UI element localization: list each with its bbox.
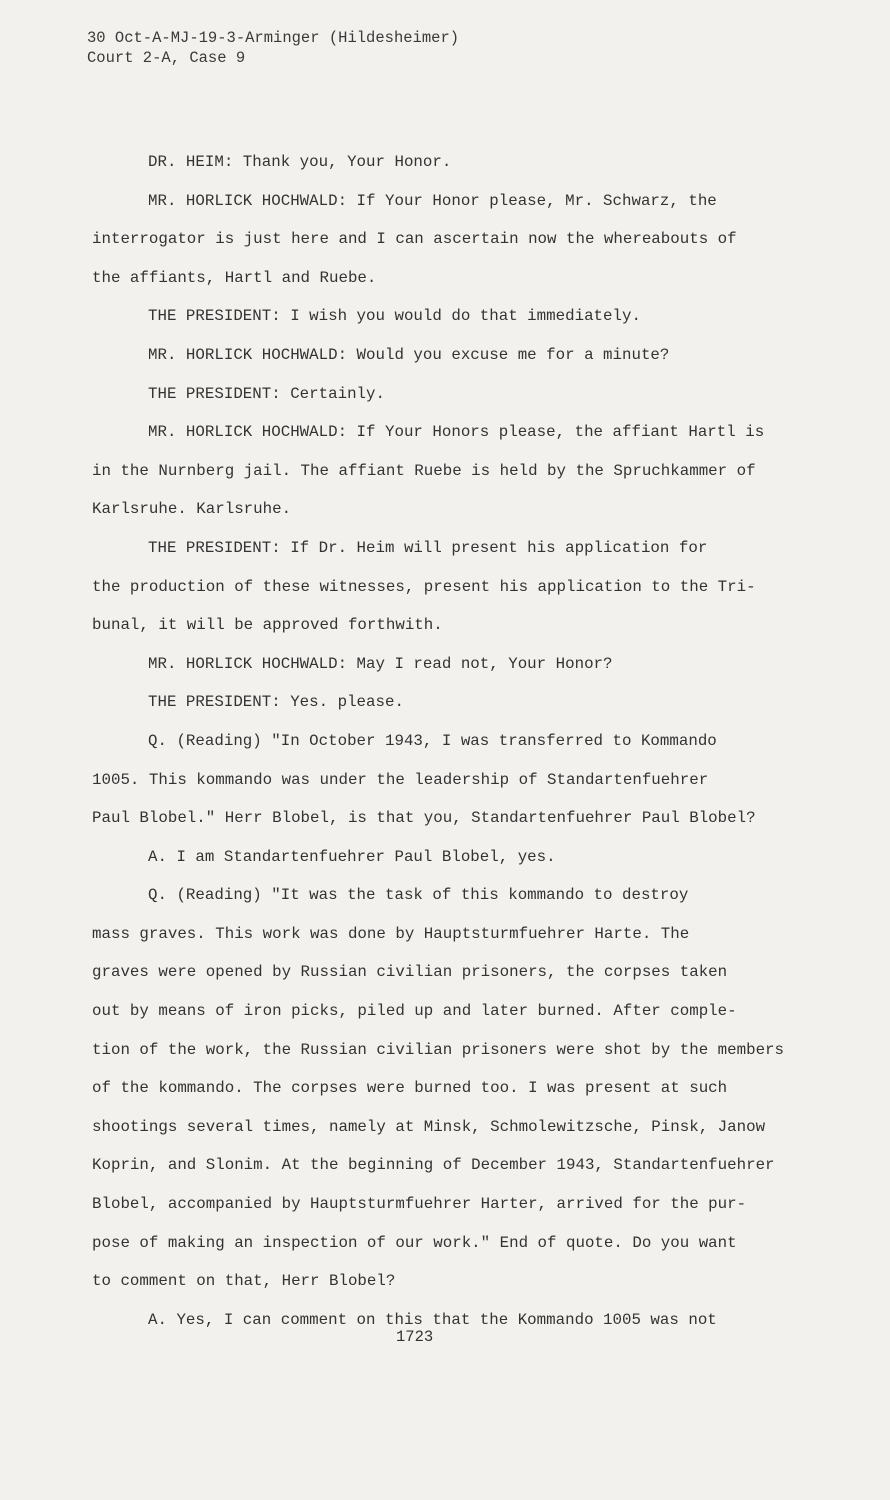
- transcript-line: Koprin, and Slonim. At the beginning of December 1943, Standartenfuehrer: [92, 1156, 775, 1175]
- transcript-line: MR. HORLICK HOCHWALD: If Your Honor please, Mr. Schwarz, the: [148, 191, 717, 210]
- transcript-line: MR. HORLICK HOCHWALD: If Your Honors please, the affiant Hartl is: [148, 423, 765, 442]
- transcript-line: 1005. This kommando was under the leadership of Standartenfuehrer: [92, 770, 709, 789]
- transcript-line: the affiants, Hartl and Ruebe.: [92, 268, 377, 287]
- transcript-line: A. Yes, I can comment on this that the Kommando 1005 was not: [148, 1310, 717, 1329]
- transcript-line: THE PRESIDENT: If Dr. Heim will present his application for: [148, 538, 708, 557]
- transcript-line: MR. HORLICK HOCHWALD: Would you excuse me for a minute?: [148, 345, 670, 364]
- transcript-line: of the kommando. The corpses were burned too. I was present at such: [92, 1079, 728, 1098]
- transcript-line: bunal, it will be approved forthwith.: [92, 616, 443, 635]
- transcript-line: Q. (Reading) "It was the task of this kommando to destroy: [148, 886, 689, 905]
- transcript-line: mass graves. This work was done by Hauptsturmfuehrer Harte. The: [92, 924, 690, 943]
- transcript-line: A. I am Standartenfuehrer Paul Blobel, yes.: [148, 847, 556, 866]
- transcript-line: tion of the work, the Russian civilian prisoners were shot by the members: [92, 1040, 785, 1059]
- page-number: 1723: [396, 1328, 434, 1346]
- transcript-line: to comment on that, Herr Blobel?: [92, 1272, 396, 1291]
- header-line-1: 30 Oct-A-MJ-19-3-Arminger (Hildesheimer): [87, 29, 460, 47]
- transcript-line: THE PRESIDENT: Yes. please.: [148, 693, 404, 712]
- transcript-line: shootings several times, namely at Minsk, Schmolewitzsche, Pinsk, Janow: [92, 1117, 766, 1136]
- transcript-line: out by means of iron picks, piled up and later burned. After comple-: [92, 1002, 737, 1021]
- transcript-line: Paul Blobel." Herr Blobel, is that you, Standartenfuehrer Paul Blobel?: [92, 809, 756, 828]
- transcript-line: interrogator is just here and I can ascertain now the whereabouts of: [92, 230, 737, 249]
- transcript-line: Karlsruhe. Karlsruhe.: [92, 500, 292, 519]
- transcript-line: in the Nurnberg jail. The affiant Ruebe is held by the Spruchkammer of: [92, 461, 756, 480]
- transcript-line: Blobel, accompanied by Hauptsturmfuehrer Harter, arrived for the pur-: [92, 1195, 747, 1214]
- transcript-body: [92, 143, 812, 1339]
- transcript-line: THE PRESIDENT: I wish you would do that immediately.: [148, 307, 641, 326]
- transcript-line: pose of making an inspection of our work." End of quote. Do you want: [92, 1233, 737, 1252]
- transcript-line: the production of these witnesses, present his application to the Tri-: [92, 577, 756, 596]
- transcript-line: DR. HEIM: Thank you, Your Honor.: [148, 153, 452, 171]
- transcript-line: MR. HORLICK HOCHWALD: May I read not, Your Honor?: [148, 654, 613, 673]
- document-header: [87, 28, 459, 68]
- transcript-line: graves were opened by Russian civilian prisoners, the corpses taken: [92, 963, 728, 982]
- transcript-line: Q. (Reading) "In October 1943, I was transferred to Kommando: [148, 731, 717, 750]
- transcript-line: THE PRESIDENT: Certainly.: [148, 384, 385, 403]
- header-line-2: Court 2-A, Case 9: [87, 49, 246, 67]
